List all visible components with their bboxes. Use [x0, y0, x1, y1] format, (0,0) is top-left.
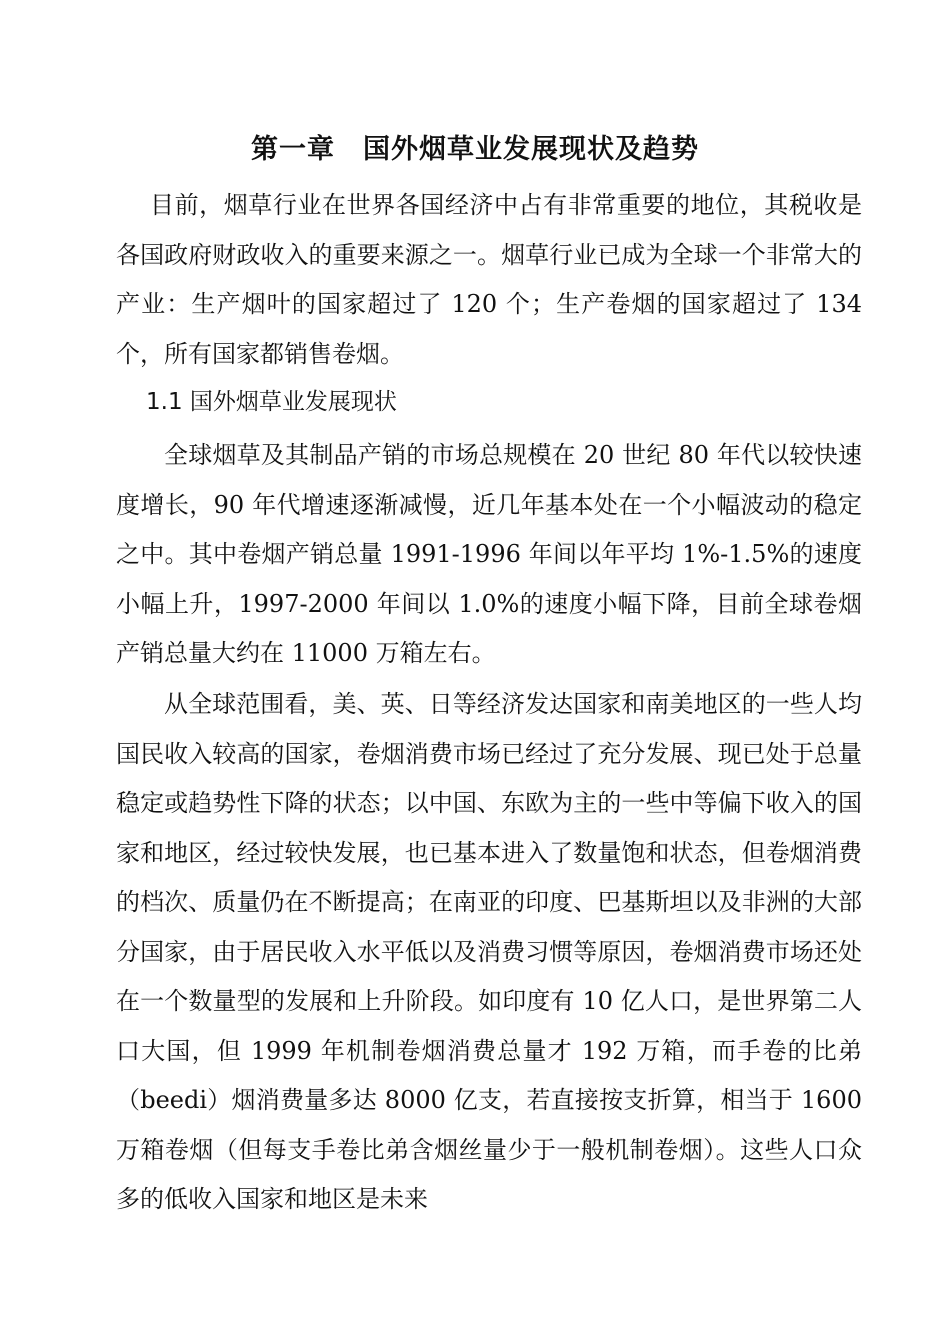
body-paragraph-global-consumption: 从全球范围看，美、英、日等经济发达国家和南美地区的一些人均国民收入较高的国家，卷烟消费市场已经过了充分发展、现已处于总量稳定或趋势性下降的状态；以中国、东欧为主的一些中等偏下收入的国家和地区，经过较快发展，也已基本进入了数量饱和状态，但卷烟消费的档次、质量仍在不断提高；在南亚的印度、巴基斯坦以及非洲的大部分国家，由于居民收入水平低以及消费习惯等原因，卷烟消费市场还处在一个数量型的发展和上升阶段。如印度有 10 亿人口，是世界第二人口大国，但 1999 年机制卷烟消费总量才 192 万箱，而手卷的比弟（beedi）烟消费量多达 8000 亿支，若直接按支折算，相当于 1600 万箱卷烟（但每支手卷比弟含烟丝量少于一般机制卷烟）。这些人口众多的低收入国家和地区是未来	[116, 690, 862, 1213]
intro-paragraph: 目前，烟草行业在世界各国经济中占有非常重要的地位，其税收是各国政府财政收入的重要来源之一。烟草行业已成为全球一个非常大的产业：生产烟叶的国家超过了 120 个；生产卷烟的国家超过了 134 个，所有国家都销售卷烟。	[116, 191, 862, 368]
body-paragraph-market-scale: 全球烟草及其制品产销的市场总规模在 20 世纪 80 年代以较快速度增长，90 年代增速逐渐减慢，近几年基本处在一个小幅波动的稳定之中。其中卷烟产销总量 1991-1996 年间以年平均 1%-1.5%的速度小幅上升，1997-2000 年间以 1.0%的速度小幅下降，目前全球卷烟产销总量大约在 11000 万箱左右。	[116, 441, 862, 667]
chapter-title: 第一章 国外烟草业发展现状及趋势	[251, 134, 699, 165]
section-heading: 1.1 国外烟草业发展现状	[146, 389, 397, 415]
